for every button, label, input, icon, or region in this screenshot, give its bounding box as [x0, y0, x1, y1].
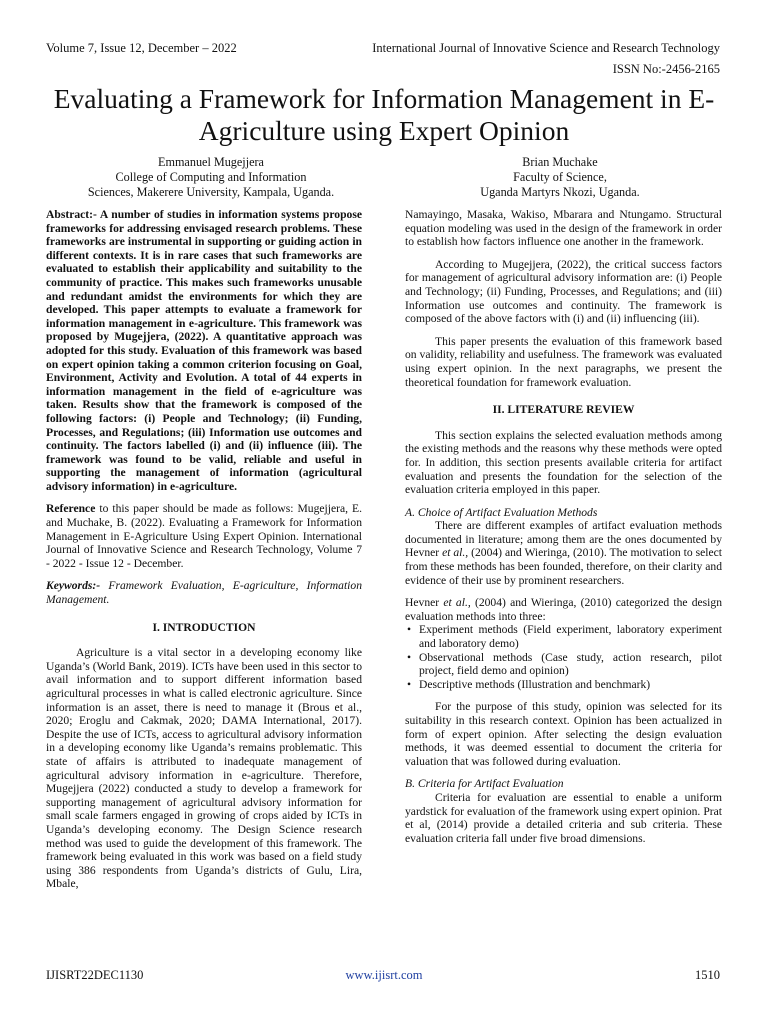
journal-volume: Volume 7, Issue 12, December – 2022 — [46, 41, 237, 55]
author-affiliation: Sciences, Makerere University, Kampala, Uganda. — [87, 185, 335, 199]
list-item: • Observational methods (Case study, action research, pilot project, field demo and opinion) — [405, 651, 722, 678]
journal-issn: ISSN No:-2456-2165 — [612, 62, 720, 76]
continued-paragraph: Namayingo, Masaka, Wakiso, Mbarara and Ntungamo. Structural equation modeling was used in the design of the framework in order to establish how factors influence one another in the framework. — [405, 208, 722, 249]
bullet-list — [405, 623, 722, 691]
paper-title: Evaluating a Framework for Information Management in E-Agriculture using Expert Opinion — [53, 83, 715, 146]
footer-website-link[interactable]: www.ijisrt.com — [345, 968, 423, 982]
text-run: (2004) and Wieringa, (2010) categorized the design evaluation methods into three: — [405, 596, 722, 623]
list-item: • Experiment methods (Field experiment, laboratory experiment and laboratory demo) — [405, 623, 722, 650]
reference-paragraph — [46, 502, 362, 570]
author-block-2 — [400, 155, 720, 200]
author-name: Emmanuel Mugejjera — [158, 155, 264, 169]
left-column — [46, 208, 362, 900]
subsection-heading-a: A. Choice of Artifact Evaluation Methods — [405, 505, 598, 519]
body-paragraph: According to Mugejjera, (2022), the critical success factors for management of agricultural advisory information are: (i) People and Technology; (ii) Funding, Processes, and Regulations; and (iii) Information use outcomes and continuity. The framework is composed of the above factors with (i) and (ii) influencing (iii). — [405, 257, 722, 326]
footer-page-number: 1510 — [695, 968, 720, 982]
text-run: There are different examples of artifact evaluation methods documented in literature; among them are the ones documented by Hevner — [405, 519, 722, 560]
author-affiliation: Uganda Martyrs Nkozi, Uganda. — [480, 185, 640, 199]
footer-paper-code: IJISRT22DEC1130 — [46, 968, 144, 982]
keywords-text: Framework Evaluation, E-agriculture, Information Management. — [46, 579, 362, 607]
keywords-paragraph — [46, 579, 362, 606]
introduction-paragraph: Agriculture is a vital sector in a developing economy like Uganda’s (World Bank, 2019). ICTs have been used in this sector to avail information and to support different information based agricultural processes in what is called electronic agriculture. Since information is an asset, there is need to manage it (Brous et al., 2020; Eroglu and Cakmak, 2020; DAMA International, 2017). Despite the use of ICTs, access to agricultural advisory information in a developing economy like Uganda’s remains problematic. This state of affairs is attributed to inadequate management of agricultural advisory information in e-agriculture. Therefore, Mugejjera (2022) conducted a study to develop a framework for supporting management of agricultural advisory information for small scale farmers engaged in growing of crops aided by ICTs in Uganda’s developing economy. The Design Science research method was used to guide the development of this framework. The framework being evaluated in this work was based on a field study using 386 respondents from Uganda’s districts of Gulu, Lira, Mbale, — [46, 646, 362, 891]
list-item: • Descriptive methods (Illustration and benchmark) — [405, 678, 722, 692]
text-run-italic: et al., — [443, 596, 471, 610]
journal-name: International Journal of Innovative Science and Research Technology — [372, 41, 720, 55]
body-paragraph: For the purpose of this study, opinion was selected for its suitability in this research context. Opinion has been actualized in form of expert opinion. After selecting the design evaluation methods, it was deemed essential to document the criteria for valuation that was followed during evaluation. — [405, 700, 722, 768]
author-affiliation: College of Computing and Information — [115, 170, 307, 184]
text-run: (2004) and Wieringa, (2010). The motivation to select from these methods has been founded, therefore, on their clarity and evidence of their use by prominent researchers. — [405, 546, 722, 587]
keywords-label: Keywords:- — [46, 579, 101, 593]
reference-label: Reference — [46, 502, 96, 516]
body-paragraph: This paper presents the evaluation of this framework based on validity, reliability and usefulness. The framework was evaluated using expert opinion. In the next paragraphs, we present the theoretical foundation for framework evaluation. — [405, 334, 722, 389]
body-paragraph: Criteria for evaluation are essential to enable a uniform yardstick for evaluation of the framework using expert opinion. Prat et al, (2014) provide a detailed criteria and sub criteria. These evaluation criteria fall under five broad dimensions. — [405, 790, 722, 845]
text-run: Hevner — [405, 596, 444, 610]
body-paragraph: This section explains the selected evaluation methods among the existing methods and the reasons why these methods were opted for. In addition, this section presents available criteria for artifact evaluation and presents the foundation for the selection of the evaluation criteria employed in this paper. — [405, 428, 722, 497]
body-paragraph — [405, 596, 722, 623]
section-heading-literature-review: II. LITERATURE REVIEW — [492, 403, 635, 417]
reference-text: to this paper should be made as follows: Mugejjera, E. and Muchake, B. (2022). Evaluating a Framework for Information Management in E-Agriculture Using Expert Opinion. International Journal of Innovative Science and Research Technology, Volume 7 - 2022 - Issue 12 - December. — [46, 502, 362, 570]
text-run-italic: et al., — [442, 546, 469, 560]
right-column — [405, 208, 722, 854]
body-paragraph — [405, 519, 722, 587]
author-name: Brian Muchake — [522, 155, 598, 169]
author-affiliation: Faculty of Science, — [513, 170, 607, 184]
author-block-1 — [46, 155, 376, 200]
abstract: Abstract:- A number of studies in information systems propose frameworks for addressing envisaged research problems. These frameworks are instrumental in supporting or guiding action in different contexts. It is in rare cases that such frameworks are evaluated to establish their applicability and suitability to the community of practice. This makes such frameworks unusable and redundant amidst the environments for which they are developed. This paper attempts to evaluate a framework for information management in e-agriculture. This framework was proposed by Mugejjera, (2022). A quantitative approach was adopted for this study. Evaluation of this framework was based on expert opinion taking a common criterion focusing on Goal, Environment, Activity and Evolution. A total of 44 experts in information management in the field of e-agriculture was taken. Results show that the framework is composed of the following factors: (i) People and Technology; (ii) Funding, Processes, and Regulations; (iii) Information use outcomes and continuity. The factors labelled (i) and (ii) influence (iii). The framework was found to be valid, reliable and useful in supporting the management of information (agricultural advisory information) in e-agriculture. — [46, 208, 362, 493]
section-heading-introduction: I. INTRODUCTION — [152, 620, 256, 634]
subsection-heading-b: B. Criteria for Artifact Evaluation — [405, 777, 564, 791]
